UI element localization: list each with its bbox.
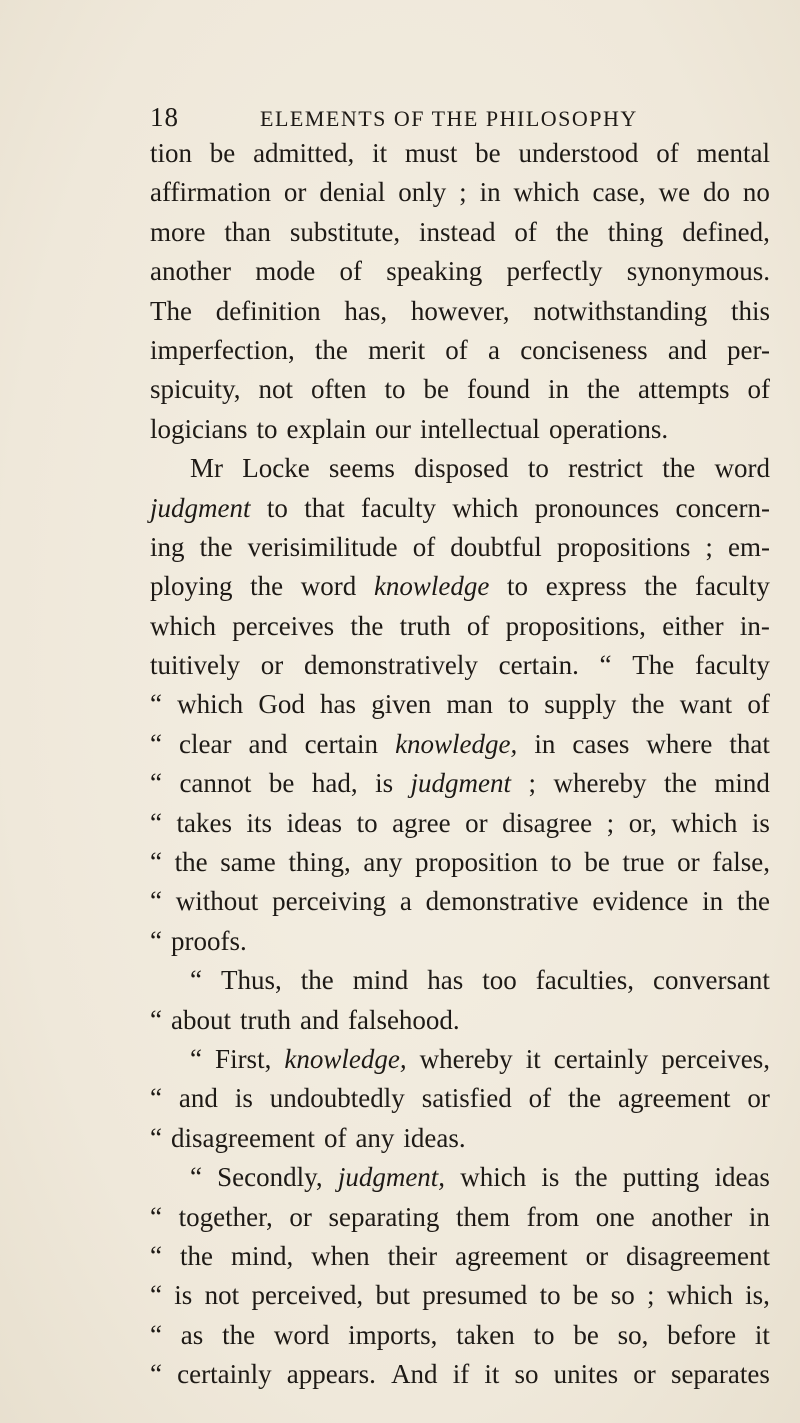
text-line: more than substitute, instead of the thing defined,	[150, 216, 770, 247]
text-line: logicians to explain our intellectual operations.	[150, 413, 669, 444]
text-line: ploying the word knowledge to express the faculty	[150, 571, 770, 602]
text-line: spicuity, not often to be found in the attempts of	[150, 374, 770, 405]
text-line: “ First, knowledge, whereby it certainly perceives,	[190, 1043, 770, 1074]
running-head	[150, 102, 770, 132]
text-line: “ Secondly, judgment, which is the putting ideas	[190, 1162, 770, 1193]
text-line: “ is not perceived, but presumed to be so ; which is,	[150, 1280, 770, 1311]
text-line: “ takes its ideas to agree or disagree ; or, which is	[150, 807, 770, 838]
text-line: imperfection, the merit of a conciseness and per-	[150, 334, 770, 365]
text-line: “ as the word imports, taken to be so, before it	[150, 1319, 770, 1350]
page-number: 18	[150, 102, 179, 132]
body-text	[150, 134, 770, 1395]
text-line: “ the mind, when their agreement or disagreement	[150, 1240, 770, 1271]
text-line: “ certainly appears. And if it so unites or separates	[150, 1359, 770, 1390]
text-line: “ proofs.	[150, 925, 247, 956]
text-line: affirmation or denial only ; in which case, we do no	[150, 177, 770, 208]
text-line: “ the same thing, any proposition to be true or false,	[150, 847, 770, 878]
text-line: “ clear and certain knowledge, in cases where that	[150, 728, 770, 759]
text-line: ing the verisimilitude of doubtful propositions ; em-	[150, 531, 770, 562]
text-line: “ cannot be had, is judgment ; whereby the mind	[150, 768, 770, 799]
text-line: judgment to that faculty which pronounces concern-	[150, 492, 770, 523]
text-line: “ together, or separating them from one another in	[150, 1201, 770, 1232]
text-line: another mode of speaking perfectly synonymous.	[150, 256, 770, 287]
text-line: tion be admitted, it must be understood of mental	[150, 138, 770, 168]
running-title: ELEMENTS OF THE PHILOSOPHY	[260, 106, 638, 131]
text-line: tuitively or demonstratively certain. “ The faculty	[150, 650, 770, 681]
text-line: “ without perceiving a demonstrative evidence in the	[150, 886, 770, 917]
text-line: which perceives the truth of propositions, either in-	[150, 610, 770, 641]
text-line: Mr Locke seems disposed to restrict the word	[190, 453, 770, 484]
text-line: “ and is undoubtedly satisfied of the agreement or	[150, 1083, 770, 1114]
text-line: “ about truth and falsehood.	[150, 1004, 460, 1035]
text-line: The definition has, however, notwithstanding this	[150, 295, 770, 326]
text-line: “ Thus, the mind has too faculties, conversant	[190, 965, 770, 996]
text-line: “ which God has given man to supply the want of	[150, 689, 770, 720]
text-line: “ disagreement of any ideas.	[150, 1122, 466, 1153]
